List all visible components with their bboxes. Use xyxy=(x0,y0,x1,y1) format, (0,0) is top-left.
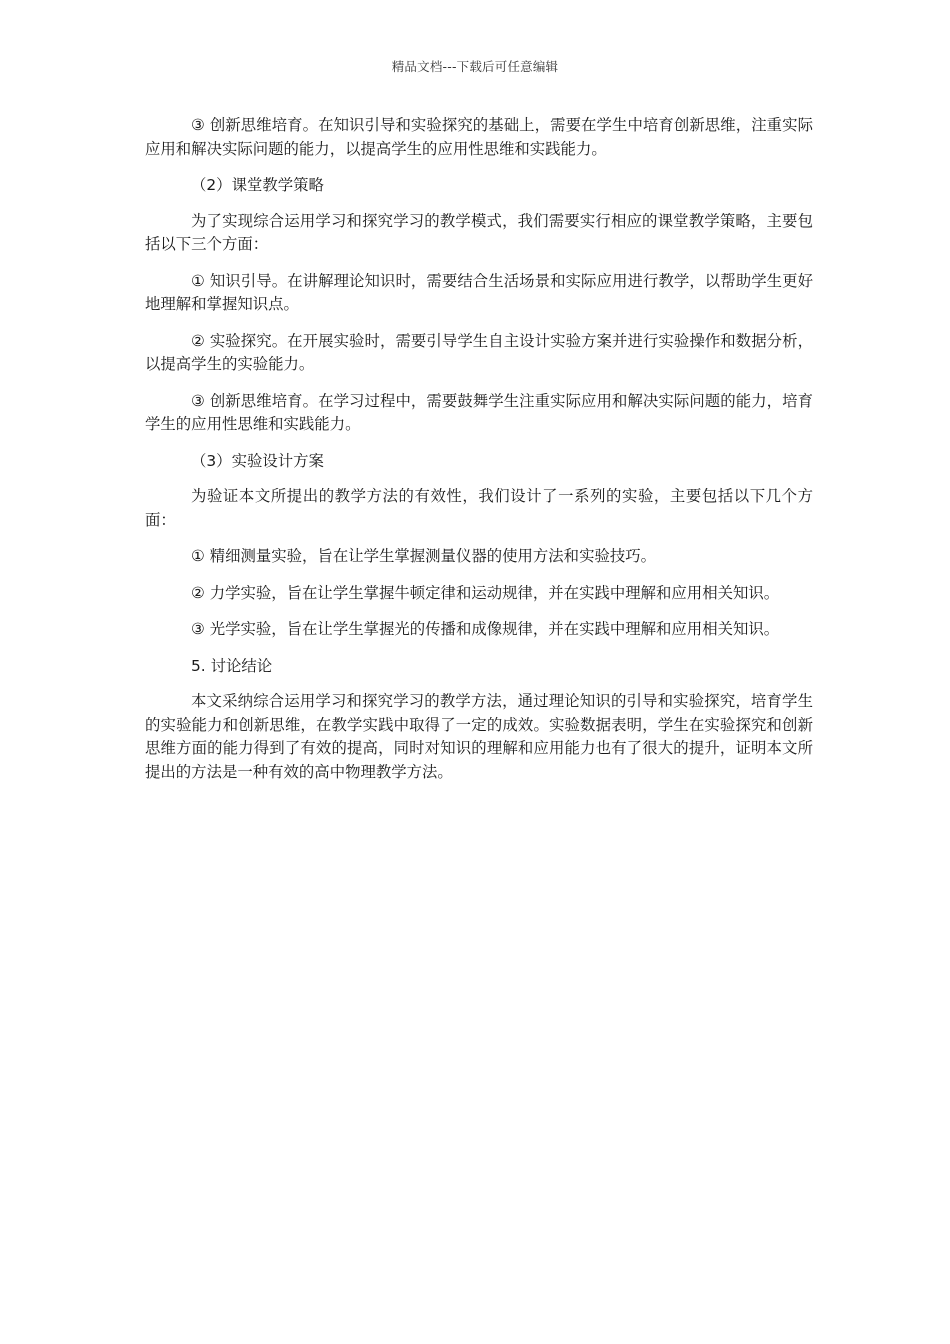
section-heading-classroom-strategy: （2）课堂教学策略 xyxy=(191,176,324,194)
paragraph-experiment-intro: 为验证本文所提出的教学方法的有效性，我们设计了一系列的实验，主要包括以下几个方面： xyxy=(145,487,813,529)
paragraph-knowledge-guidance: ① 知识引导。在讲解理论知识时，需要结合生活场景和实际应用进行教学，以帮助学生更好地理解和掌握知识点。 xyxy=(145,271,813,313)
section-heading-conclusion: 5. 讨论结论 xyxy=(191,656,273,675)
paragraph-creative-thinking: ③ 创新思维培育。在学习过程中，需要鼓舞学生注重实际应用和解决实际问题的能力，培育学生的应用性思维和实践能力。 xyxy=(145,391,813,433)
paragraph-experiment-inquiry: ② 实验探究。在开展实验时，需要引导学生自主设计实验方案并进行实验操作和数据分析，以提高学生的实验能力。 xyxy=(145,331,813,373)
paragraph-creative-thinking-intro: ③ 创新思维培育。在知识引导和实验探究的基础上，需要在学生中培育创新思维，注重实际应用和解决实际问题的能力，以提高学生的应用性思维和实践能力。 xyxy=(145,116,813,158)
paragraph-mechanics-experiment: ② 力学实验，旨在让学生掌握牛顿定律和运动规律，并在实践中理解和应用相关知识。 xyxy=(191,583,780,602)
paragraph-optics-experiment: ③ 光学实验，旨在让学生掌握光的传播和成像规律，并在实践中理解和应用相关知识。 xyxy=(191,620,780,638)
paragraph-precision-measurement: ① 精细测量实验，旨在让学生掌握测量仪器的使用方法和实验技巧。 xyxy=(191,547,657,565)
paragraph-strategy-intro: 为了实现综合运用学习和探究学习的教学模式，我们需要实行相应的课堂教学策略，主要包括以下三个方面： xyxy=(145,211,813,253)
document-body xyxy=(145,114,813,797)
section-heading-experiment-design: （3）实验设计方案 xyxy=(191,451,324,470)
paragraph-conclusion: 本文采纳综合运用学习和探究学习的教学方法，通过理论知识的引导和实验探究，培育学生的实验能力和创新思维，在教学实践中取得了一定的成效。实验数据表明，学生在实验探究和创新思维方面的能力得到了有效的提高，同时对知识的理解和应用能力也有了很大的提升，证明本文所提出的方法是一种有效的高中物理教学方法。 xyxy=(145,692,813,781)
running-header: 精品文档---下载后可任意编辑 xyxy=(391,59,559,74)
